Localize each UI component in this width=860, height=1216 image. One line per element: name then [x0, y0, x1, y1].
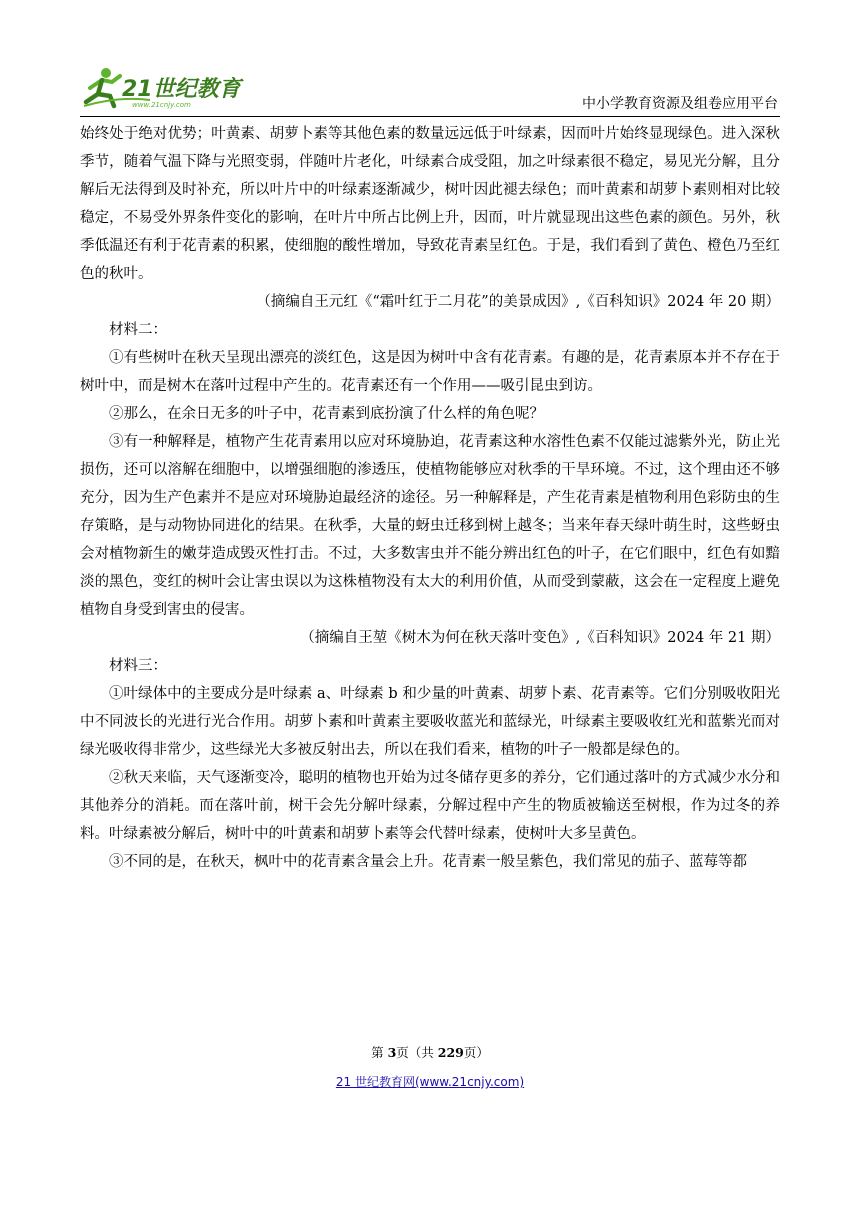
material-3-heading: 材料三：	[109, 658, 167, 674]
page-header	[80, 60, 780, 117]
material-3-paragraph-1: ①叶绿体中的主要成分是叶绿素 a、叶绿素 b 和少量的叶黄素、胡萝卜素、花青素等。它们分别吸收阳光中不同波长的光进行光合作用。胡萝卜素和叶黄素主要吸收蓝光和蓝绿光，叶绿素主要吸收红光和蓝紫光而对绿光吸收得非常少，这些绿光大多被反射出去，所以在我们看来，植物的叶子一般都是绿色的。	[80, 686, 780, 758]
svg-text:www.21cnjy.com: www.21cnjy.com	[132, 101, 191, 109]
runner-logo-icon	[80, 66, 260, 110]
material-2-paragraph-2: ②那么，在余日无多的叶子中，花青素到底扮演了什么样的角色呢？	[109, 406, 544, 422]
source-citation-2: （摘编自王堃《树木为何在秋天落叶变色》,《百科知识》2024 年 21 期）	[300, 630, 780, 646]
document-body	[80, 120, 780, 876]
paragraph-continuation: 始终处于绝对优势；叶黄素、胡萝卜素等其他色素的数量远远低于叶绿素，因而叶片始终显现绿色。进入深秋季节，随着气温下降与光照变弱，伴随叶片老化，叶绿素合成受阻，加之叶绿素很不稳定，易见光分解，且分解后无法得到及时补充，所以叶片中的叶绿素逐渐减少，树叶因此褪去绿色；而叶黄素和胡萝卜素则相对比较稳定，不易受外界条件变化的影响，在叶片中所占比例上升，因而，叶片就显现出这些色素的颜色。另外，秋季低温还有利于花青素的积累，使细胞的酸性增加，导致花青素呈红色。于是，我们看到了黄色、橙色乃至红色的秋叶。	[80, 126, 780, 282]
page-number: 第 3页（共 229页）	[371, 1045, 489, 1060]
material-2-heading: 材料二：	[109, 322, 167, 338]
footer-site	[0, 1073, 860, 1090]
site-link[interactable]: 21 世纪教育网(www.21cnjy.com)	[335, 1075, 525, 1089]
material-2-paragraph-3: ③有一种解释是，植物产生花青素用以应对环境胁迫，花青素这种水溶性色素不仅能过滤紫外光，防止光损伤，还可以溶解在细胞中，以增强细胞的渗透压，使植物能够应对秋季的干旱环境。不过，这个理由还不够充分，因为生产色素并不是应对环境胁迫最经济的途径。另一种解释是，产生花青素是植物利用色彩防虫的生存策略，是与动物协同进化的结果。在秋季，大量的蚜虫迁移到树上越冬；当来年春天绿叶萌生时，这些蚜虫会对植物新生的嫩芽造成毁灭性打击。不过，大多数害虫并不能分辨出红色的叶子，在它们眼中，红色有如黯淡的黑色，变红的树叶会让害虫误以为这株植物没有太大的利用价值，从而受到蒙蔽，这会在一定程度上避免植物自身受到害虫的侵害。	[80, 434, 780, 618]
source-citation-1: （摘编自王元红《“霜叶红于二月花”的美景成因》,《百科知识》2024 年 20 期）	[256, 294, 780, 310]
material-3-paragraph-3: ③不同的是，在秋天，枫叶中的花青素含量会上升。花青素一般呈紫色，我们常见的茄子、蓝莓等都	[109, 854, 747, 870]
current-page: 3	[387, 1045, 397, 1060]
material-2-paragraph-1: ①有些树叶在秋天呈现出漂亮的淡红色，这是因为树叶中含有花青素。有趣的是，花青素原本并不存在于树叶中，而是树木在落叶过程中产生的。花青素还有一个作用——吸引昆虫到访。	[80, 350, 780, 394]
logo[interactable]	[80, 66, 260, 110]
svg-text:21世纪教育: 21世纪教育	[122, 77, 241, 102]
material-3-paragraph-2: ②秋天来临，天气逐渐变冷，聪明的植物也开始为过冬储存更多的养分，它们通过落叶的方式减少水分和其他养分的消耗。而在落叶前，树干会先分解叶绿素，分解过程中产生的物质被输送至树根，作为过冬的养料。叶绿素被分解后，树叶中的叶黄素和胡萝卜素等会代替叶绿素，使树叶大多呈黄色。	[80, 770, 780, 842]
total-pages: 229	[437, 1045, 464, 1060]
platform-name: 中小学教育资源及组卷应用平台	[582, 96, 778, 112]
